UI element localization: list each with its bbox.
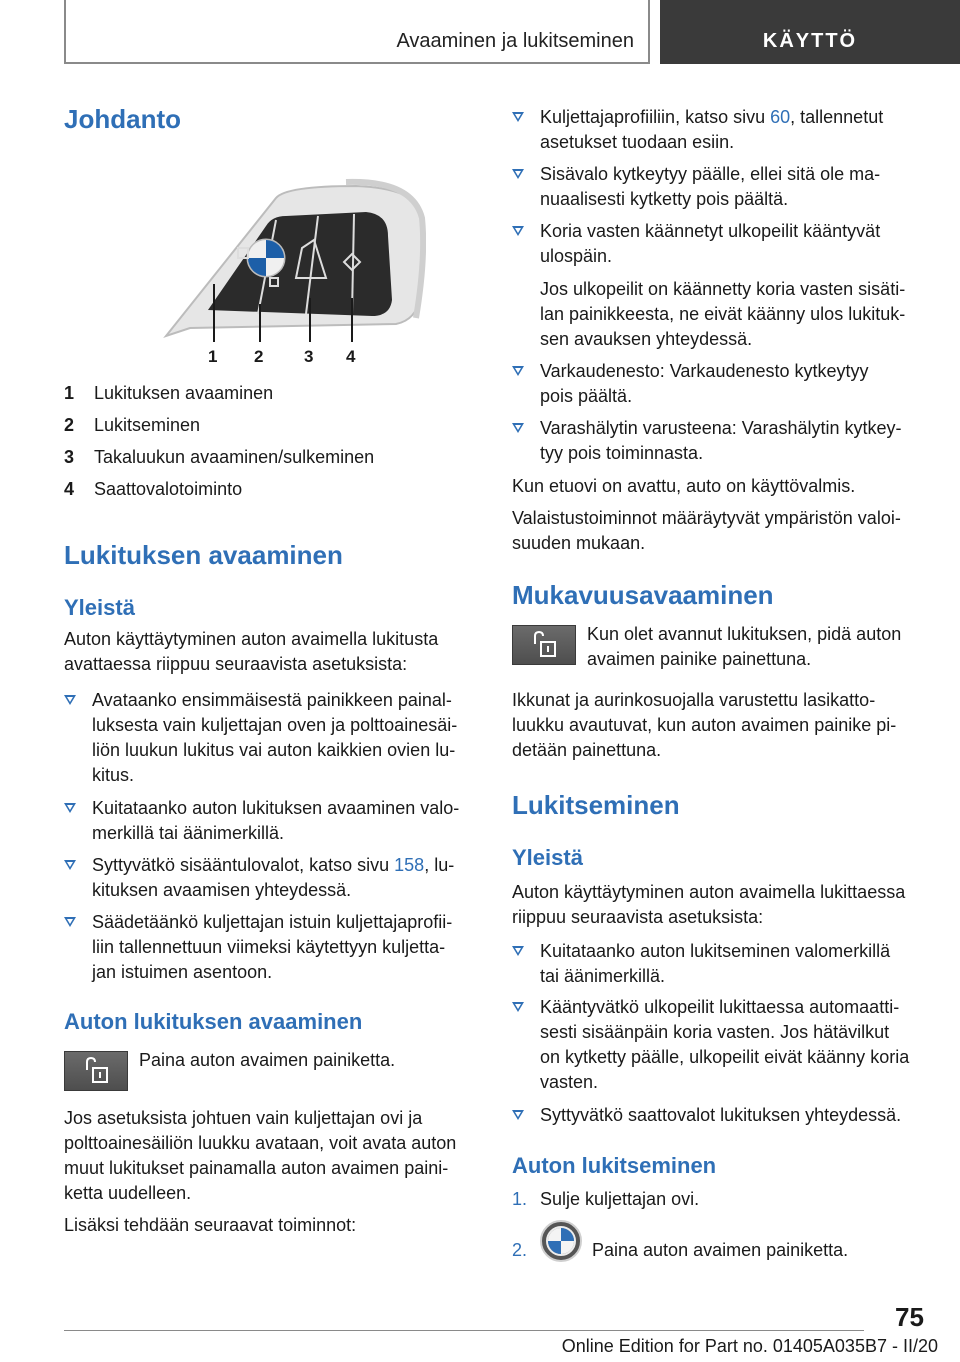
para-lighting-line-1: Valaistustoiminnot määräytyvät ympäristön valoi‐ [512, 508, 901, 528]
comfort-unlock-button-icon [512, 625, 576, 665]
step-2: 2. Paina auton avaimen painiketta. [512, 1238, 930, 1263]
bullet-triangle-icon [512, 112, 524, 122]
heading-lukitseminen: Lukitseminen [512, 790, 680, 820]
intro-line-2: avattaessa riippuu seuraavista asetuksista: [64, 654, 408, 674]
bullet-confirm-signal: Kuitataanko auton lukituksen avaaminen valo‐ merkillä tai äänimerkillä. [64, 796, 478, 846]
mirror-note-line-1: Jos ulkopeilit on käännetty koria vasten sisäti‐ [540, 279, 906, 299]
bullet-triangle-icon [64, 917, 76, 927]
para-front-door: Kun etuovi on avattu, auto on käyttövalmis. [512, 476, 856, 496]
bullet-escort-lights: Syttyvätkö saattovalot lukituksen yhteydessä. [512, 1103, 930, 1128]
heading-johdanto: Johdanto [64, 104, 181, 134]
heading-mukavuusavaaminen: Mukavuusavaaminen [512, 580, 774, 610]
bullet-lock-confirm: Kuitataanko auton lukitseminen valomerkillä tai äänimerkillä. [512, 939, 930, 989]
bullet-triangle-icon [512, 423, 524, 433]
header-chapter-box [660, 0, 960, 64]
para1-line-3: muut lukitukset painamalla auton avaimen paini‐ [64, 1158, 449, 1178]
bullet-triangle-icon [64, 695, 76, 705]
unlock-button-icon [64, 1051, 128, 1091]
callout-1: 1 [208, 347, 218, 364]
para-windows-line-3: detään painettuna. [512, 740, 662, 760]
bullet-immobiliser: Varkaudenesto: Varkaudenesto kytkeytyy pois päältä. [512, 359, 930, 409]
callout-4: 4 [346, 347, 356, 364]
bullet-mirrors-out: Koria vasten käännetyt ulkopeilit kääntyvät ulospäin. [512, 219, 930, 269]
footer-edition: Online Edition for Part no. 01405A035B7 - II/20 [561, 1336, 938, 1356]
heading-auton-lukituksen-avaaminen: Auton lukituksen avaaminen [64, 1009, 363, 1034]
bullet-triangle-icon [512, 1110, 524, 1120]
para-windows-line-1: Ikkunat ja aurinkosuojalla varustettu lasikatto‐ [512, 690, 876, 710]
heading-lukituksen-avaaminen: Lukituksen avaaminen [64, 540, 343, 570]
para1-line-4: ketta uudelleen. [64, 1183, 192, 1203]
bullet-triangle-icon [64, 803, 76, 813]
bullet-driver-profile: Kuljettajaprofiiliin, katso sivu 60, tallennetut asetukset tuodaan esiin. [512, 105, 930, 155]
callout-3: 3 [304, 347, 314, 364]
legend-item-2: 2 Lukitseminen [64, 415, 201, 435]
para-windows-line-2: luukku avautuvat, kun auton avaimen painike pi‐ [512, 715, 897, 735]
para1-line-1: Jos asetuksista johtuen vain kuljettajan ovi ja [64, 1108, 423, 1128]
bullet-alarm: Varashälytin varusteena: Varashälytin kytkey‐ tyy pois toiminnasta. [512, 416, 930, 466]
bullet-entry-lights: Syttyvätkö sisääntulovalot, katso sivu 158, lu‐ kituksen avaamisen yhteydessä. [64, 853, 478, 903]
header-section-box [64, 0, 650, 64]
legend-item-3: 3 Takaluukun avaaminen/sulkeminen [64, 447, 375, 467]
intro-line-1: Auton käyttäytyminen auton avaimella lukitusta [64, 629, 439, 649]
legend-item-1: 1 Lukituksen avaaminen [64, 383, 274, 403]
mirror-note-line-2: lan painikkeesta, ne eivät käänny ulos lukituk‐ [540, 304, 906, 324]
mirror-note-line-3: sen avauksen yhteydessä. [540, 329, 753, 349]
bullet-triangle-icon [64, 860, 76, 870]
car-key-illustration [126, 178, 426, 364]
page-link-158[interactable]: 158 [394, 855, 425, 875]
callout-2: 2 [254, 347, 264, 364]
para-lighting-line-2: suuden mukaan. [512, 533, 646, 553]
bullet-triangle-icon [512, 226, 524, 236]
legend-item-4: 4 Saattovalotoiminto [64, 479, 243, 499]
bullet-triangle-icon [512, 169, 524, 179]
bullet-interior-light: Sisävalo kytkeytyy päälle, ellei sitä ole ma‐ nuaalisesti kytketty pois päältä. [512, 162, 930, 212]
header-chapter-title: KÄYTTÖ [762, 30, 858, 52]
para2: Lisäksi tehdään seuraavat toiminnot: [64, 1215, 357, 1235]
bullet-unlock-mode: Avataanko ensimmäisestä painikkeen painal‐ luksesta vain kuljettajan oven ja polttoainesäi‐ liön luukun lukitus vai auton kaikkien ovien lu‐ kitus. [64, 688, 478, 788]
page-link-60[interactable]: 60 [770, 107, 791, 127]
heading-yleista: Yleistä [64, 595, 135, 620]
intro2-line-1: Auton käyttäytyminen auton avaimella lukittaessa [512, 882, 906, 902]
bullet-triangle-icon [512, 366, 524, 376]
unlock-icon-text: Paina auton avaimen painiketta. [139, 1050, 396, 1070]
heading-yleista-2: Yleistä [512, 845, 583, 870]
header-section-title: Avaaminen ja lukitseminen [396, 30, 634, 52]
bullet-mirrors-in: Kääntyvätkö ulkopeilit lukittaessa automaatti‐ sesti sisäänpäin koria vasten. Jos hätävilkut on kytketty päälle, ulkopeilit eivät käänny koria vasten. [512, 995, 930, 1095]
bullet-triangle-icon [512, 946, 524, 956]
comfort-text-line-2: avaimen painike painettuna. [587, 649, 812, 669]
bullet-triangle-icon [512, 1002, 524, 1012]
para1-line-2: polttoainesäiliön luukku avataan, voit avata auton [64, 1133, 457, 1153]
comfort-text-line-1: Kun olet avannut lukituksen, pidä auton [587, 624, 902, 644]
bullet-seat-profile: Säädetäänkö kuljettajan istuin kuljettajaprofii‐ liin tallennettuun viimeksi käytettyyn kuljetta‐ jan istuimen asentoon. [64, 910, 478, 985]
page-number: 75 [895, 1302, 924, 1332]
bmw-lock-button-icon [540, 1220, 582, 1262]
heading-auton-lukitseminen: Auton lukitseminen [512, 1153, 717, 1178]
footer-divider [64, 1330, 864, 1331]
step-1: 1. Sulje kuljettajan ovi. [512, 1189, 700, 1209]
intro2-line-2: riippuu seuraavista asetuksista: [512, 907, 764, 927]
